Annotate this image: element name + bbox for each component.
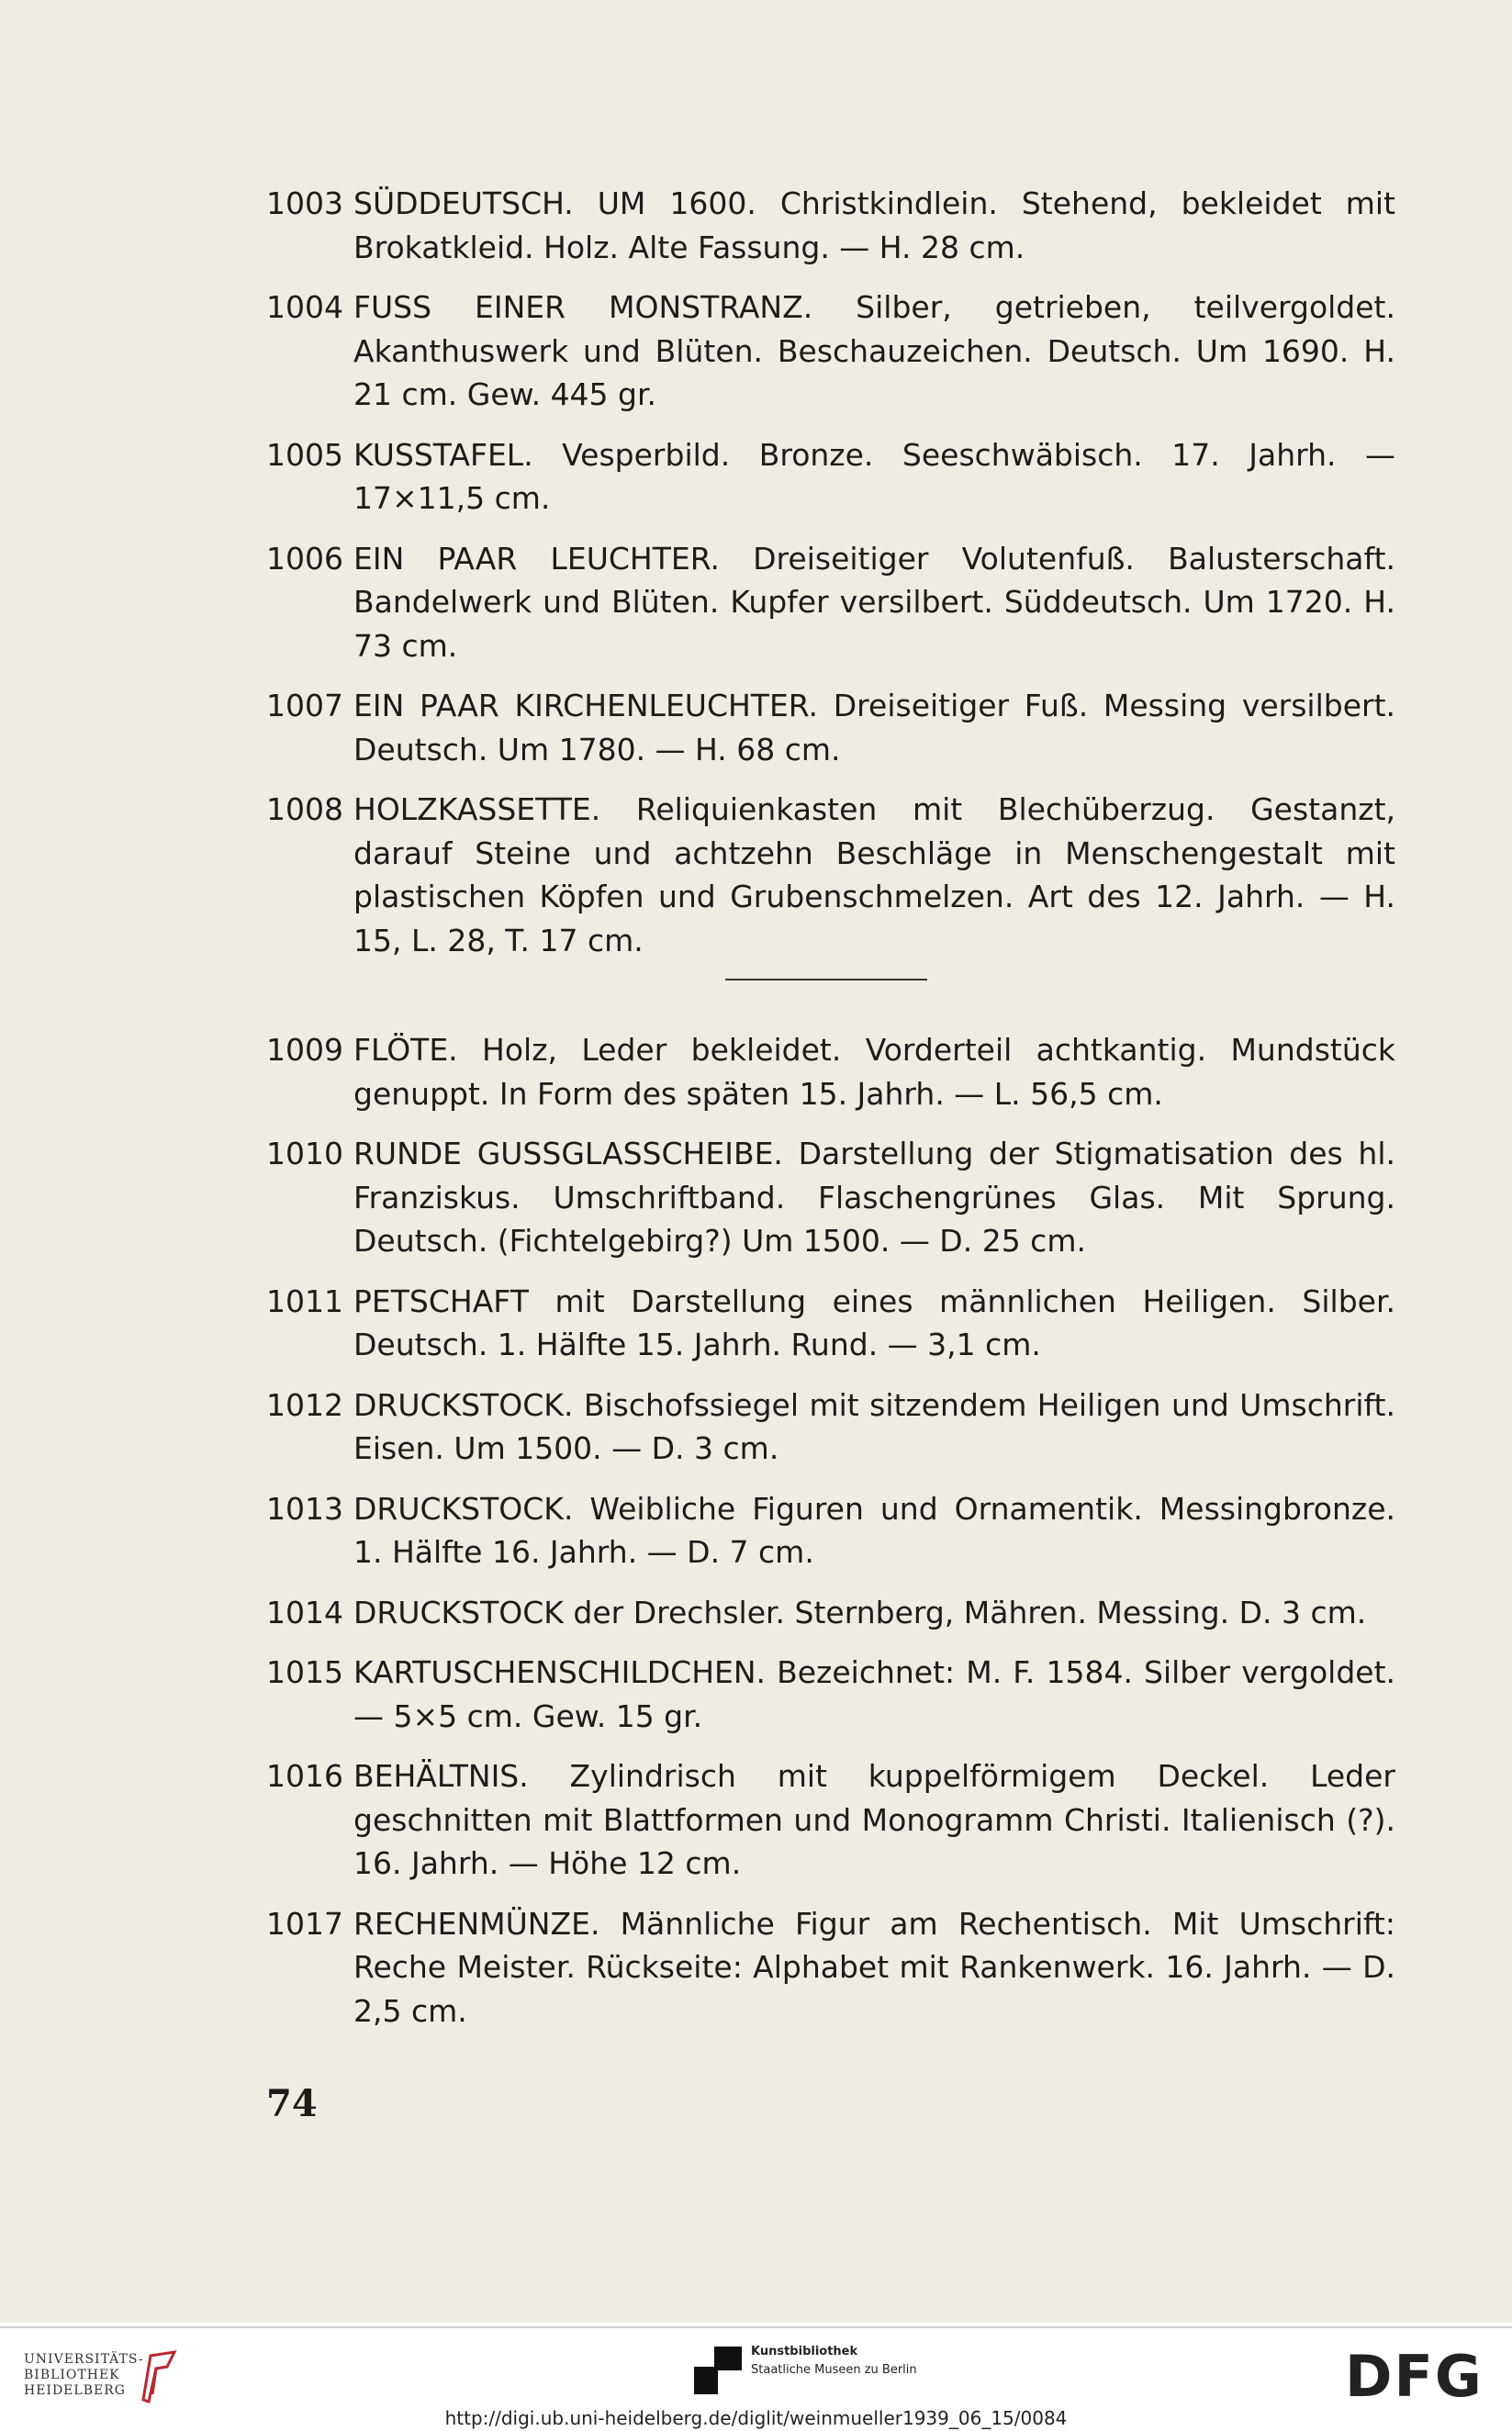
lot-number: 1007 [266,688,343,723]
catalog-entry [266,182,1395,269]
entry-text: BEHÄLTNIS. Zylindrisch mit kuppelförmigem Deckel. Leder geschnitten mit Blattformen und Monogramm Christi. Italienisch (?). 16. Jahrh. — Höhe 12 cm. [353,1758,1395,1881]
entry-text: KARTUSCHENSCHILDCHEN. Bezeichnet: M. F. 1584. Silber vergoldet. — 5×5 cm. Gew. 15 gr. [353,1654,1395,1734]
kunstbibliothek-logo-icon [694,2347,742,2394]
lot-number: 1014 [266,1594,343,1630]
catalog-entry [266,788,1395,962]
lot-number: 1004 [266,289,343,325]
catalog-entry [266,1028,1395,1115]
entry-text: DRUCKSTOCK. Weibliche Figuren und Ornamentik. Messingbronze. 1. Hälfte 16. Jahrh. — D. 7 cm. [353,1490,1395,1570]
catalog-entry [266,1591,1395,1635]
catalog-entry [266,1280,1395,1367]
university-line: UNIVERSITÄTS- [24,2352,144,2367]
entry-text: RUNDE GUSSGLASSCHEIBE. Darstellung der Stigmatisation des hl. Franziskus. Umschriftband. Flaschengrünes Glas. Mit Sprung. Deutsch. (Fichtelgebirg?) Um 1500. — D. 25 cm. [353,1136,1395,1259]
catalog-entry [266,1487,1395,1574]
catalog-entry [266,286,1395,417]
university-line: HEIDELBERG [24,2383,126,2398]
university-logo-icon [138,2348,180,2405]
catalog-entry [266,433,1395,521]
entry-text: HOLZKASSETTE. Reliquienkasten mit Blechüberzug. Gestanzt, darauf Steine und achtzehn Beschläge in Menschengestalt mit plastischen Köpfen und Grubenschmelzen. Art des 12. Jahrh. — H. 15, L. 28, T. 17 cm. [353,791,1395,958]
footer-divider [0,2326,1512,2328]
catalog-entry [266,1651,1395,1738]
page-number: 74 [266,2082,318,2125]
lot-number: 1006 [266,540,343,577]
source-url[interactable]: http://digi.ub.uni-heidelberg.de/diglit/weinmueller1939_06_15/0084 [444,2407,1068,2429]
catalog-entry [266,1902,1395,2033]
dfg-logo: DFG [1345,2343,1484,2410]
entry-text: FLÖTE. Holz, Leder bekleidet. Vorderteil achtkantig. Mundstück genuppt. In Form des späten 15. Jahrh. — L. 56,5 cm. [353,1032,1395,1112]
catalog-entry [266,1384,1395,1471]
section-divider [725,979,927,980]
lot-number: 1015 [266,1654,343,1690]
catalog-entry [266,684,1395,771]
catalog-entry [266,1132,1395,1263]
entry-text: DRUCKSTOCK der Drechsler. Sternberg, Mähren. Messing. D. 3 cm. [353,1594,1367,1630]
viewer-footer [0,2323,1512,2431]
entry-text: DRUCKSTOCK. Bischofssiegel mit sitzendem Heiligen und Umschrift. Eisen. Um 1500. — D. 3 cm. [353,1386,1395,1466]
lot-number: 1013 [266,1490,343,1527]
entry-text: FUSS EINER MONSTRANZ. Silber, getrieben, teilvergoldet. Akanthuswerk und Blüten. Beschauzeichen. Deutsch. Um 1690. H. 21 cm. Gew. 445 gr. [353,289,1395,412]
lot-number: 1010 [266,1136,343,1171]
entry-text: EIN PAAR LEUCHTER. Dreiseitiger Volutenfuß. Balusterschaft. Bandelwerk und Blüten. Kupfer versilbert. Süddeutsch. Um 1720. H. 73 cm. [353,540,1395,664]
lot-number: 1005 [266,436,343,473]
entry-text: PETSCHAFT mit Darstellung eines männlichen Heiligen. Silber. Deutsch. 1. Hälfte 15. Jahrh. Rund. — 3,1 cm. [353,1283,1395,1362]
entry-text: SÜDDEUTSCH. UM 1600. Christkindlein. Stehend, bekleidet mit Brokatkleid. Holz. Alte Fassung. — H. 28 cm. [353,185,1395,265]
lot-number: 1003 [266,185,343,221]
kunstbibliothek-label [751,2343,917,2380]
entries-list [266,182,1395,2049]
lot-number: 1012 [266,1386,343,1423]
lot-number: 1008 [266,791,343,827]
catalog-entry [266,537,1395,668]
entry-text: EIN PAAR KIRCHENLEUCHTER. Dreiseitiger Fuß. Messing versilbert. Deutsch. Um 1780. — H. 68 cm. [353,688,1395,767]
university-line: BIBLIOTHEK [24,2368,120,2382]
lot-number: 1016 [266,1758,343,1794]
entry-text: RECHENMÜNZE. Männliche Figur am Rechentisch. Mit Umschrift: Reche Meister. Rückseite: Alphabet mit Rankenwerk. 16. Jahrh. — D. 2,5 cm. [353,1905,1395,2029]
lot-number: 1017 [266,1905,343,1942]
kb-subtitle: Staatliche Museen zu Berlin [751,2363,917,2377]
lot-number: 1009 [266,1032,343,1068]
entry-text: KUSSTAFEL. Vesperbild. Bronze. Seeschwäbisch. 17. Jahrh. — 17×11,5 cm. [353,436,1395,516]
catalog-entry [266,1754,1395,1886]
university-library-label [24,2352,144,2399]
kb-title: Kunstbibliothek [751,2345,858,2358]
lot-number: 1011 [266,1283,343,1319]
